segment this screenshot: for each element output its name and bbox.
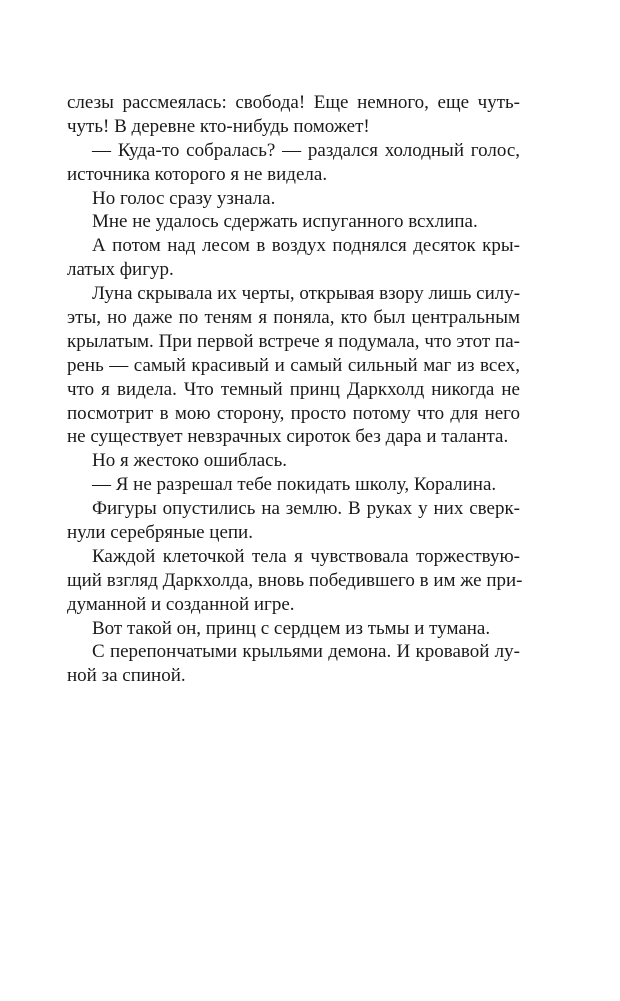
text-line: ной за спиной. [67,665,186,687]
paragraph [67,187,520,211]
text-line: Но голос сразу узнала. [92,187,276,209]
text-line: С перепончатыми крыльями демона. И кровавой лу- [92,641,520,663]
paragraph [67,617,520,641]
paragraph [67,234,520,282]
book-page-text [67,91,523,688]
text-line: эты, но даже по теням я поняла, кто был центральным [67,307,520,329]
text-line: — Куда-то собралась? — раздался холодный голос, [92,139,520,161]
text-line: Вот такой он, принц с сердцем из тьмы и тумана. [92,617,491,639]
text-line: слезы рассмеялась: свобода! Еще немного, еще чуть- [67,92,520,113]
paragraph [67,449,520,473]
text-line: Фигуры опустились на землю. В руках у них сверк- [92,498,520,520]
text-line: щий взгляд Даркхолда, вновь победившего в им же при- [67,569,523,591]
text-line: нули серебряные цепи. [67,522,253,544]
text-line: — Я не разрешал тебе покидать школу, Коралина. [92,474,497,496]
text-line: А потом над лесом в воздух поднялся десяток кры- [92,235,520,257]
text-line: не существует невзрачных сироток без дара и таланта. [67,426,509,448]
paragraph [67,139,520,187]
text-line: латых фигур. [67,259,174,281]
paragraph [67,497,520,545]
text-line: крылатым. При первой встрече я подумала, что этот па- [67,330,520,352]
paragraph [67,545,523,617]
text-line: источника которого я не видела. [67,163,328,185]
text-line: что я видела. Что темный принц Даркхолд никогда не [67,378,520,400]
paragraph [67,473,520,497]
paragraph [67,640,520,688]
text-line: посмотрит в мою сторону, просто потому что для него [67,402,520,424]
text-line: Каждой клеточкой тела я чувствовала торжествую- [92,545,520,567]
paragraph [67,210,520,234]
text-line: чуть! В деревне кто-нибудь поможет! [67,115,370,137]
paragraph [67,91,520,139]
text-line: рень — самый красивый и самый сильный маг из всех, [67,354,520,376]
paragraph [67,282,520,449]
text-line: Мне не удалось сдержать испуганного всхлипа. [92,211,478,233]
text-line: думанной и созданной игре. [67,593,295,615]
text-line: Но я жестоко ошиблась. [92,450,288,472]
text-line: Луна скрывала их черты, открывая взору лишь силу- [92,283,521,305]
